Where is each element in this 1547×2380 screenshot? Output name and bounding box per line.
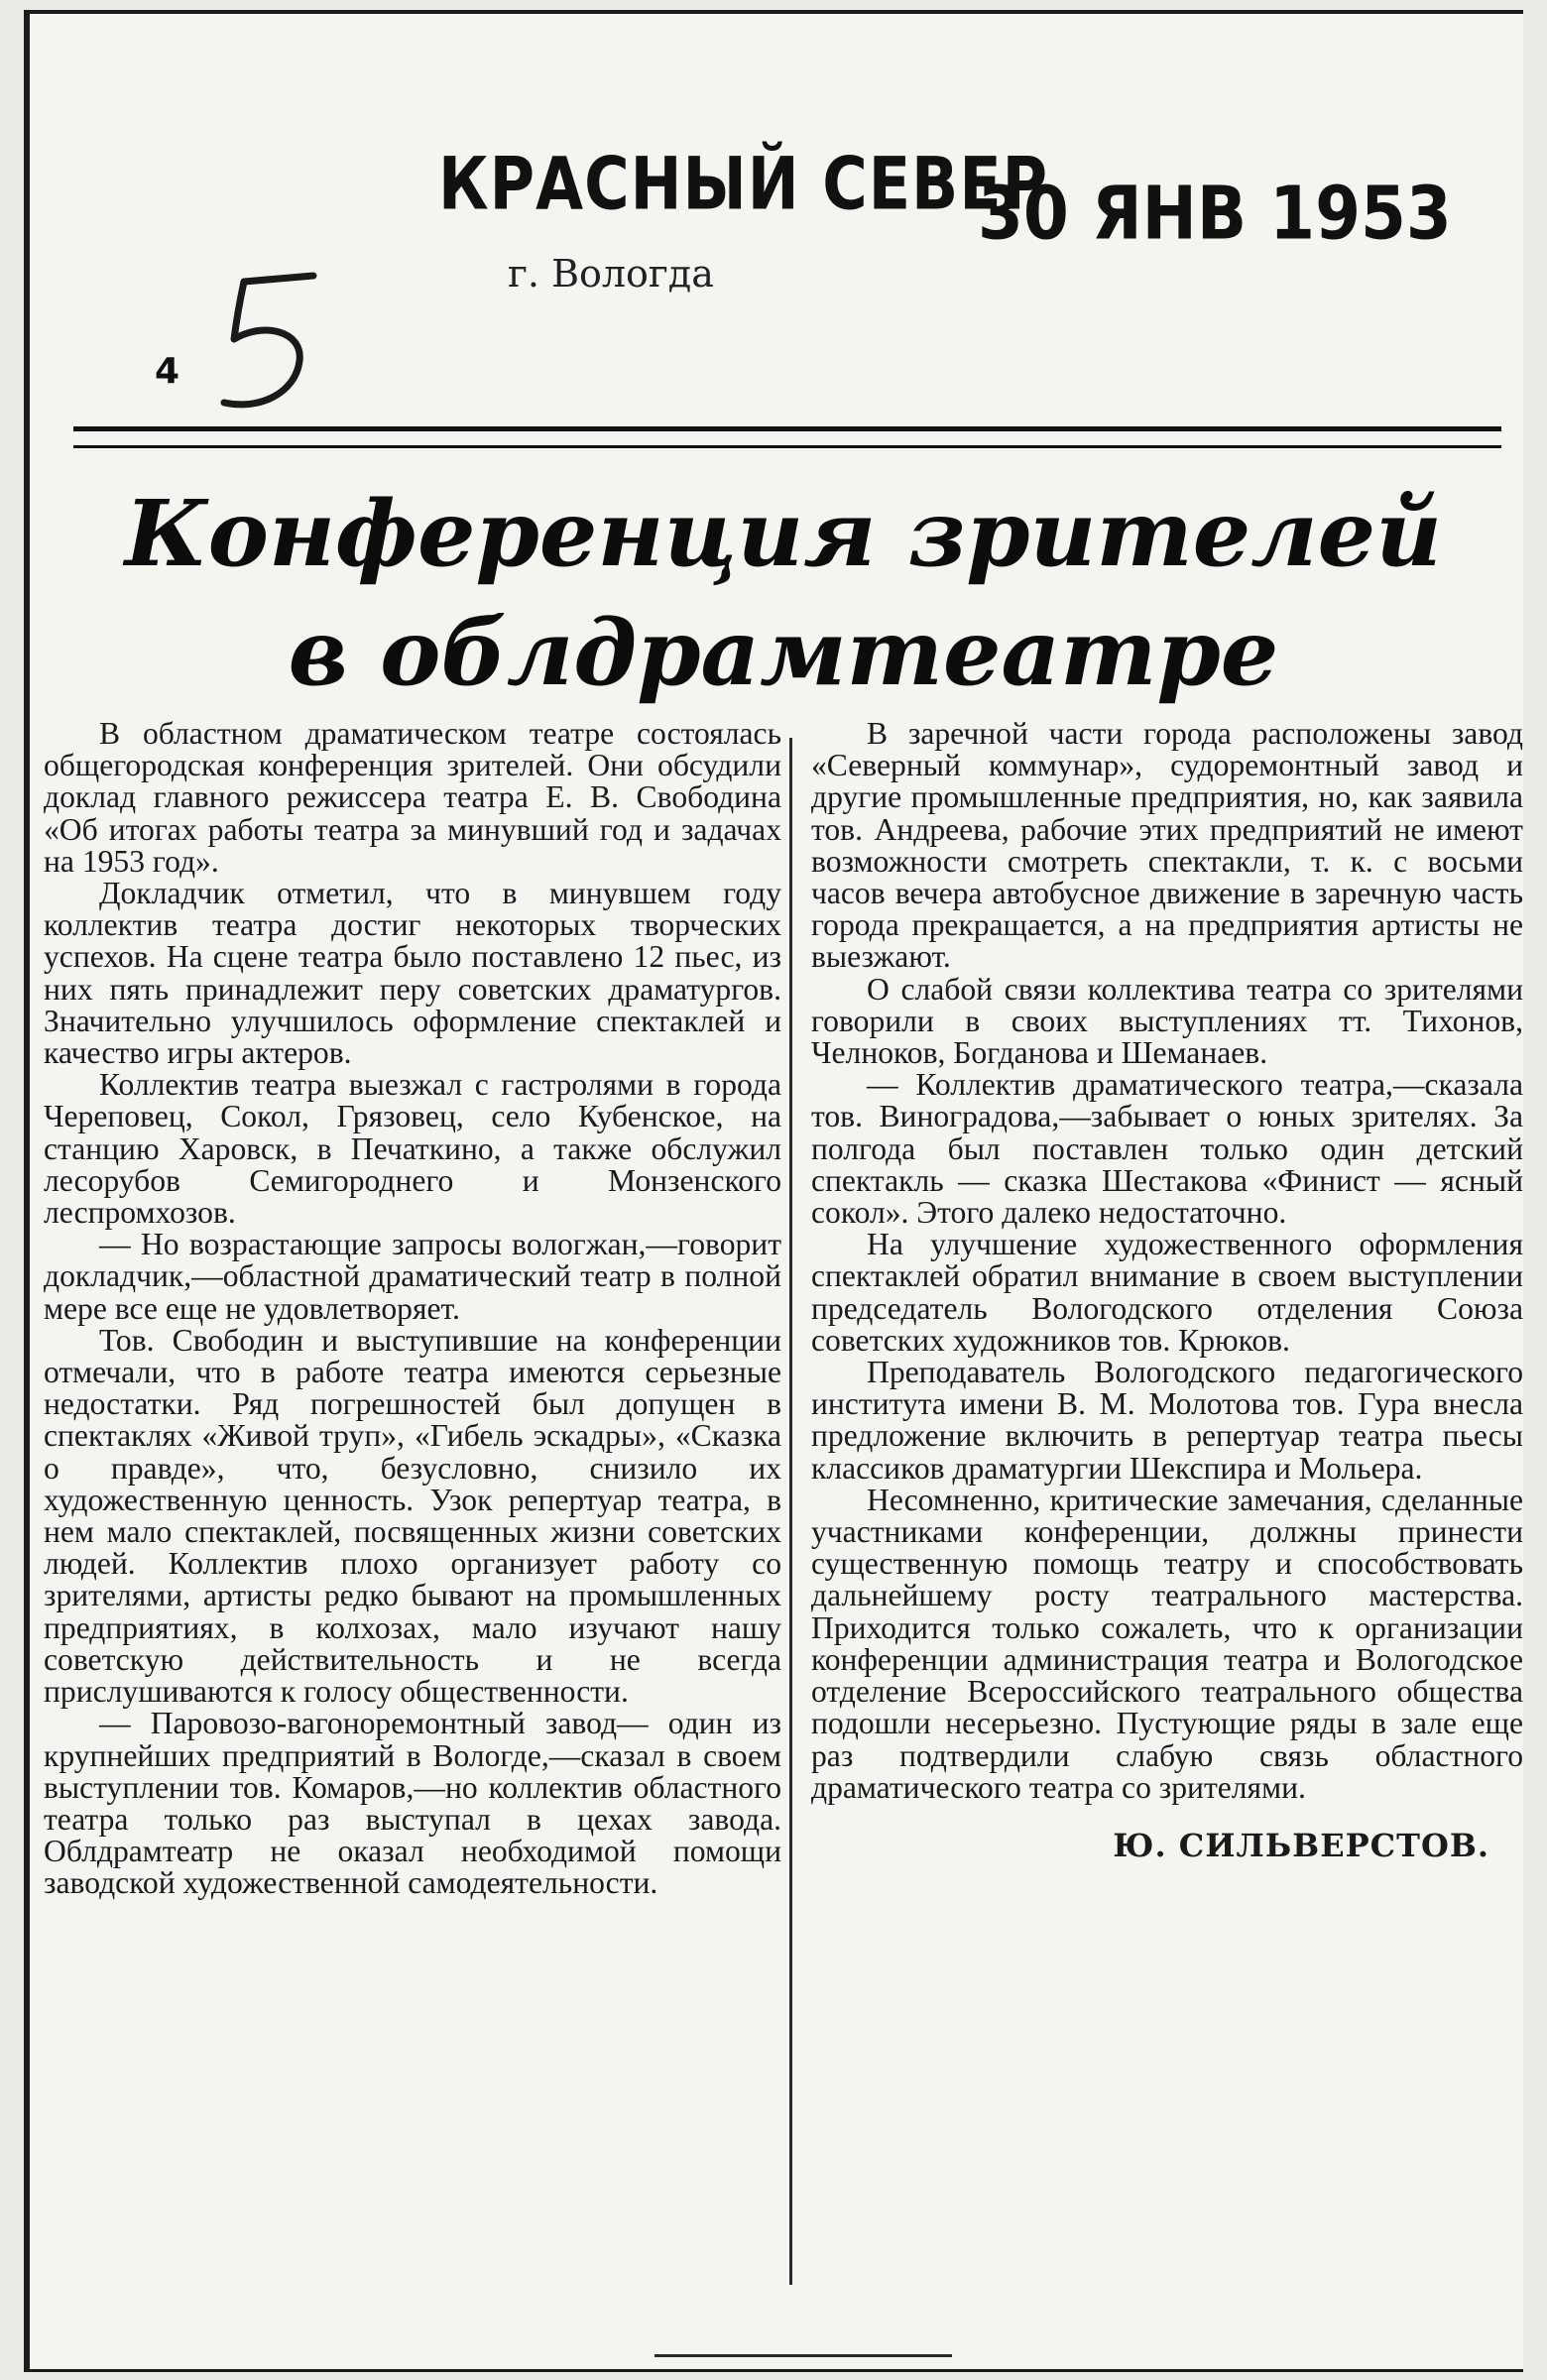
article-column-left (44, 718, 781, 1900)
bottom-divider (654, 2354, 952, 2357)
headline-line-2: в облдрамтеатре (288, 599, 1279, 706)
paragraph: Докладчик отметил, что в минувшем году коллектив театра достиг некоторых творческих успехов. На сцене театра было поставлено 12 пьес, из них пять принадлежит перу советских драматургов. Значительно улучшилось оформление спектаклей и качество игры актеров. (44, 876, 781, 1071)
newspaper-city: г. Вологда (508, 252, 714, 296)
paragraph: Преподаватель Вологодского педагогического института имени В. М. Молотова тов. Гура внесла предложение включить в репертуар театра пьесы классиков драматургии Шекспира и Мольера. (811, 1355, 1523, 1486)
paragraph: В областном драматическом театре состоялась общегородская конференция зрителей. Они обсудили доклад главного режиссера театра Е. В. Свободина «Об итогах работы театра за минувший год и задачах на 1953 год». (44, 716, 781, 879)
paragraph: На улучшение художественного оформления спектаклей обратил внимание в своем выступлении председатель Вологодского отделения Союза советских художников тов. Крюков. (811, 1227, 1523, 1358)
page-number: 4 (155, 351, 180, 392)
paragraph: Тов. Свободин и выступившие на конференции отмечали, что в работе театра имеются серьезные недостатки. Ряд погрешностей был допущен в спектаклях «Живой труп», «Гибель эскадры», «Сказка о правде», что, безусловно, снизило их художественную ценность. Узок репертуар театра, в нем мало спектаклей, посвященных жизни советских людей. Коллектив плохо организует работу со зрителями, артисты редко бывают на промышленных предприятиях, в колхозах, мало изучают нашу советскую действительность и не всегда прислушиваются к голосу общественности. (44, 1322, 781, 1710)
paragraph: Несомненно, критические замечания, сделанные участниками конференции, должны принести существенную помощь театру и способствовать дальнейшему росту театрального мастерства. Приходится только сожалеть, что к организации конференции администрация театра и Вологодское отделение Всероссийского театрального общества подошли несерьезно. Пустующие ряды в зале еще раз подтвердили слабую связь областного драматического театра со зрителями. (811, 1482, 1523, 1805)
article-headline (89, 474, 1478, 712)
handwritten-number-mark (194, 262, 333, 420)
column-divider (789, 738, 792, 2285)
newspaper-clipping (24, 10, 1523, 2372)
masthead-divider (73, 426, 1501, 448)
author-signature: Ю. СИЛЬВЕРСТОВ. (1113, 1826, 1489, 1864)
newspaper-title: КРАСНЫЙ СЕВЕР (438, 141, 1049, 227)
paragraph: — Но возрастающие запросы вологжан,—говорит докладчик,—областной драматический театр в полной мере все еще не удовлетворяет. (44, 1227, 781, 1326)
headline-line-1: Конференция зрителей (124, 480, 1443, 587)
article-column-right (811, 716, 1523, 1864)
paragraph: Коллектив театра выезжал с гастролями в города Череповец, Сокол, Грязовец, село Кубенское, на станцию Харовск, в Печаткино, а также обслужил лесорубов Семигороднего и Монзенского леспромхозов. (44, 1067, 781, 1231)
paragraph: — Паровозо-вагоноремонтный завод— один из крупнейших предприятий в Вологде,—сказал в своем выступлении тов. Комаров,—но коллектив областного театра только раз выступал в цехах завода. Облдрамтеатр не оказал необходимой помощи заводской художественной самодеятельности. (44, 1706, 781, 1901)
paragraph: — Коллектив драматического театра,—сказала тов. Виноградова,—забывает о юных зрителях. За полгода был поставлен только один детский спектакль — сказка Шестакова «Финист — ясный сокол». Этого далеко недостаточно. (811, 1067, 1523, 1231)
paragraph: О слабой связи коллектива театра со зрителями говорили в своих выступлениях тт. Тихонов, Челноков, Богданова и Шеманаев. (811, 971, 1523, 1071)
date-stamp: 30 ЯНВ 1953 (978, 171, 1452, 257)
paragraph: В заречной части города расположены завод «Северный коммунар», судоремонтный завод и другие промышленные предприятия, но, как заявила тов. Андреева, рабочие этих предприятий не имеют возможности смотреть спектакли, т. к. с восьми часов вечера автобусное движение в заречную часть города прекращается, а на предприятия артисты не выезжают. (811, 716, 1523, 975)
